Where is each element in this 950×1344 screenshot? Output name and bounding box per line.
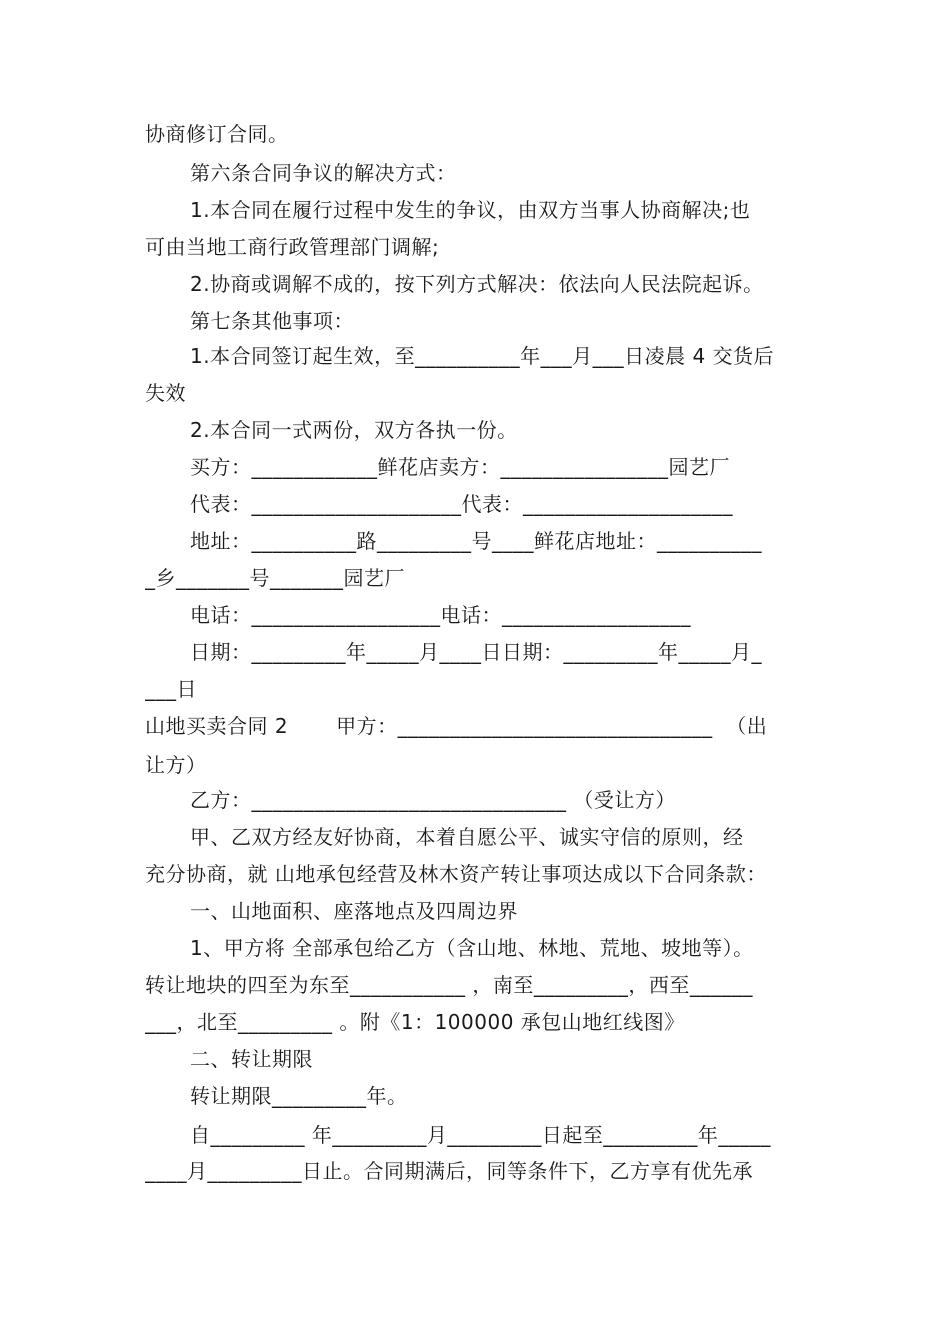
text-line: 充分协商，就 山地承包经营及林木资产转让事项达成以下合同条款： — [145, 862, 767, 886]
text-line: 可由当地工商行政管理部门调解; — [145, 235, 440, 259]
text-line: 乙方：______________________________ （受让方） — [190, 788, 676, 812]
section-heading: 二、转让期限 — [190, 1047, 313, 1071]
text-line: 1.本合同签订起生效，至__________年___月___日凌晨 4 交货后 — [190, 344, 775, 368]
signature-line: 买方：____________鲜花店卖方：________________园艺厂 — [190, 455, 730, 479]
text-line: 2.协商或调解不成的，按下列方式解决：依法向人民法院起诉。 — [190, 272, 764, 296]
contract-title-line: 山地买卖合同 2 甲方：______________________________ （出 — [145, 714, 768, 738]
text-line: 失效 — [145, 381, 186, 405]
text-line: 转让地块的四至为东至___________ ，南至_________，西至______ — [145, 973, 753, 997]
section-heading: 一、山地面积、座落地点及四周边界 — [190, 899, 518, 923]
text-line: 1、甲方将 全部承包给乙方（含山地、林地、荒地、坡地等）。 — [190, 936, 754, 960]
text-line: 转让期限_________年。 — [190, 1084, 408, 1108]
text-line: 自_________ 年_________月_________日起至_________年_____ — [190, 1123, 771, 1147]
text-line: 甲、乙双方经友好协商，本着自愿公平、诚实守信的原则，经 — [190, 825, 744, 849]
signature-line: 日期：_________年_____月____日日期：_________年_____月_ — [190, 640, 762, 664]
text-line: ___，北至_________ 。附《1：100000 承包山地红线图》 — [145, 1010, 685, 1034]
text-line: 让方） — [145, 753, 207, 777]
signature-line: 地址：__________路_________号____鲜花店地址：__________ — [190, 529, 762, 553]
section-heading: 第六条合同争议的解决方式： — [190, 161, 457, 185]
signature-line: 代表：____________________代表：____________________ — [190, 492, 733, 516]
signature-line: _乡_______号_______园艺厂 — [145, 566, 405, 590]
text-line: ____月_________日止。合同期满后，同等条件下，乙方享有优先承 — [145, 1159, 753, 1183]
text-line: 2.本合同一式两份，双方各执一份。 — [190, 418, 518, 442]
signature-line: ___日 — [145, 677, 197, 701]
section-heading: 第七条其他事项： — [190, 309, 354, 333]
text-line: 协商修订合同。 — [145, 122, 289, 146]
text-line: 1.本合同在履行过程中发生的争议，由双方当事人协商解决;也 — [190, 198, 751, 222]
signature-line: 电话：__________________电话：__________________ — [190, 603, 691, 627]
